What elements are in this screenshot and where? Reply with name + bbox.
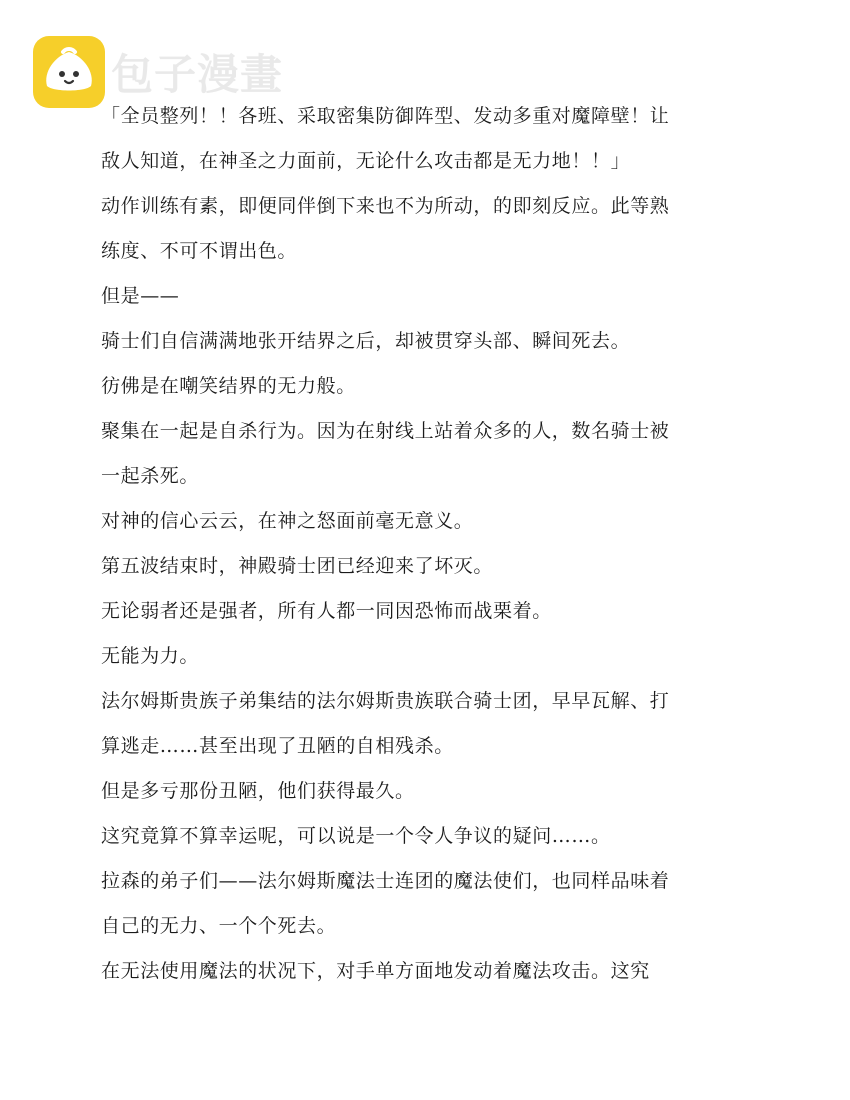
text-line: 练度、不可不谓出色。 <box>101 240 298 262</box>
text-line: 骑士们自信满满地张开结界之后，却被贯穿头部、瞬间死去。 <box>101 330 631 352</box>
text-line: 拉森的弟子们——法尔姆斯魔法士连团的魔法使们，也同样品味着 <box>101 870 670 892</box>
text-line: 但是多亏那份丑陋，他们获得最久。 <box>101 780 415 802</box>
text-line: 自己的无力、一个个死去。 <box>101 915 337 937</box>
text-line: 算逃走……甚至出现了丑陋的自相残杀。 <box>101 735 454 757</box>
text-line: 这究竟算不算幸运呢，可以说是一个令人争议的疑问……。 <box>101 825 611 847</box>
text-line: 彷佛是在嘲笑结界的无力般。 <box>101 375 356 397</box>
watermark-text: 包子漫畫 <box>111 50 284 99</box>
text-line: 但是—— <box>101 285 180 307</box>
text-line: 「全员整列！！各班、采取密集防御阵型、发动多重对魔障壁！让 <box>101 105 670 127</box>
text-line: 在无法使用魔法的状况下，对手单方面地发动着魔法攻击。这究 <box>101 960 650 982</box>
text-line: 法尔姆斯贵族子弟集结的法尔姆斯贵族联合骑士团，早早瓦解、打 <box>101 690 670 712</box>
text-body <box>101 94 709 994</box>
text-line: 对神的信心云云，在神之怒面前毫无意义。 <box>101 510 474 532</box>
text-line: 无能为力。 <box>101 645 200 667</box>
text-line: 第五波结束时，神殿骑士团已经迎来了坏灭。 <box>101 555 494 577</box>
text-line: 聚集在一起是自杀行为。因为在射线上站着众多的人，数名骑士被 <box>101 420 670 442</box>
text-line: 敌人知道，在神圣之力面前，无论什么攻击都是无力地！！」 <box>101 150 631 172</box>
text-line: 无论弱者还是强者，所有人都一同因恐怖而战栗着。 <box>101 600 552 622</box>
text-line: 一起杀死。 <box>101 465 200 487</box>
text-line: 动作训练有素，即便同伴倒下来也不为所动，的即刻反应。此等熟 <box>101 195 670 217</box>
bun-mascot-icon <box>33 36 105 108</box>
